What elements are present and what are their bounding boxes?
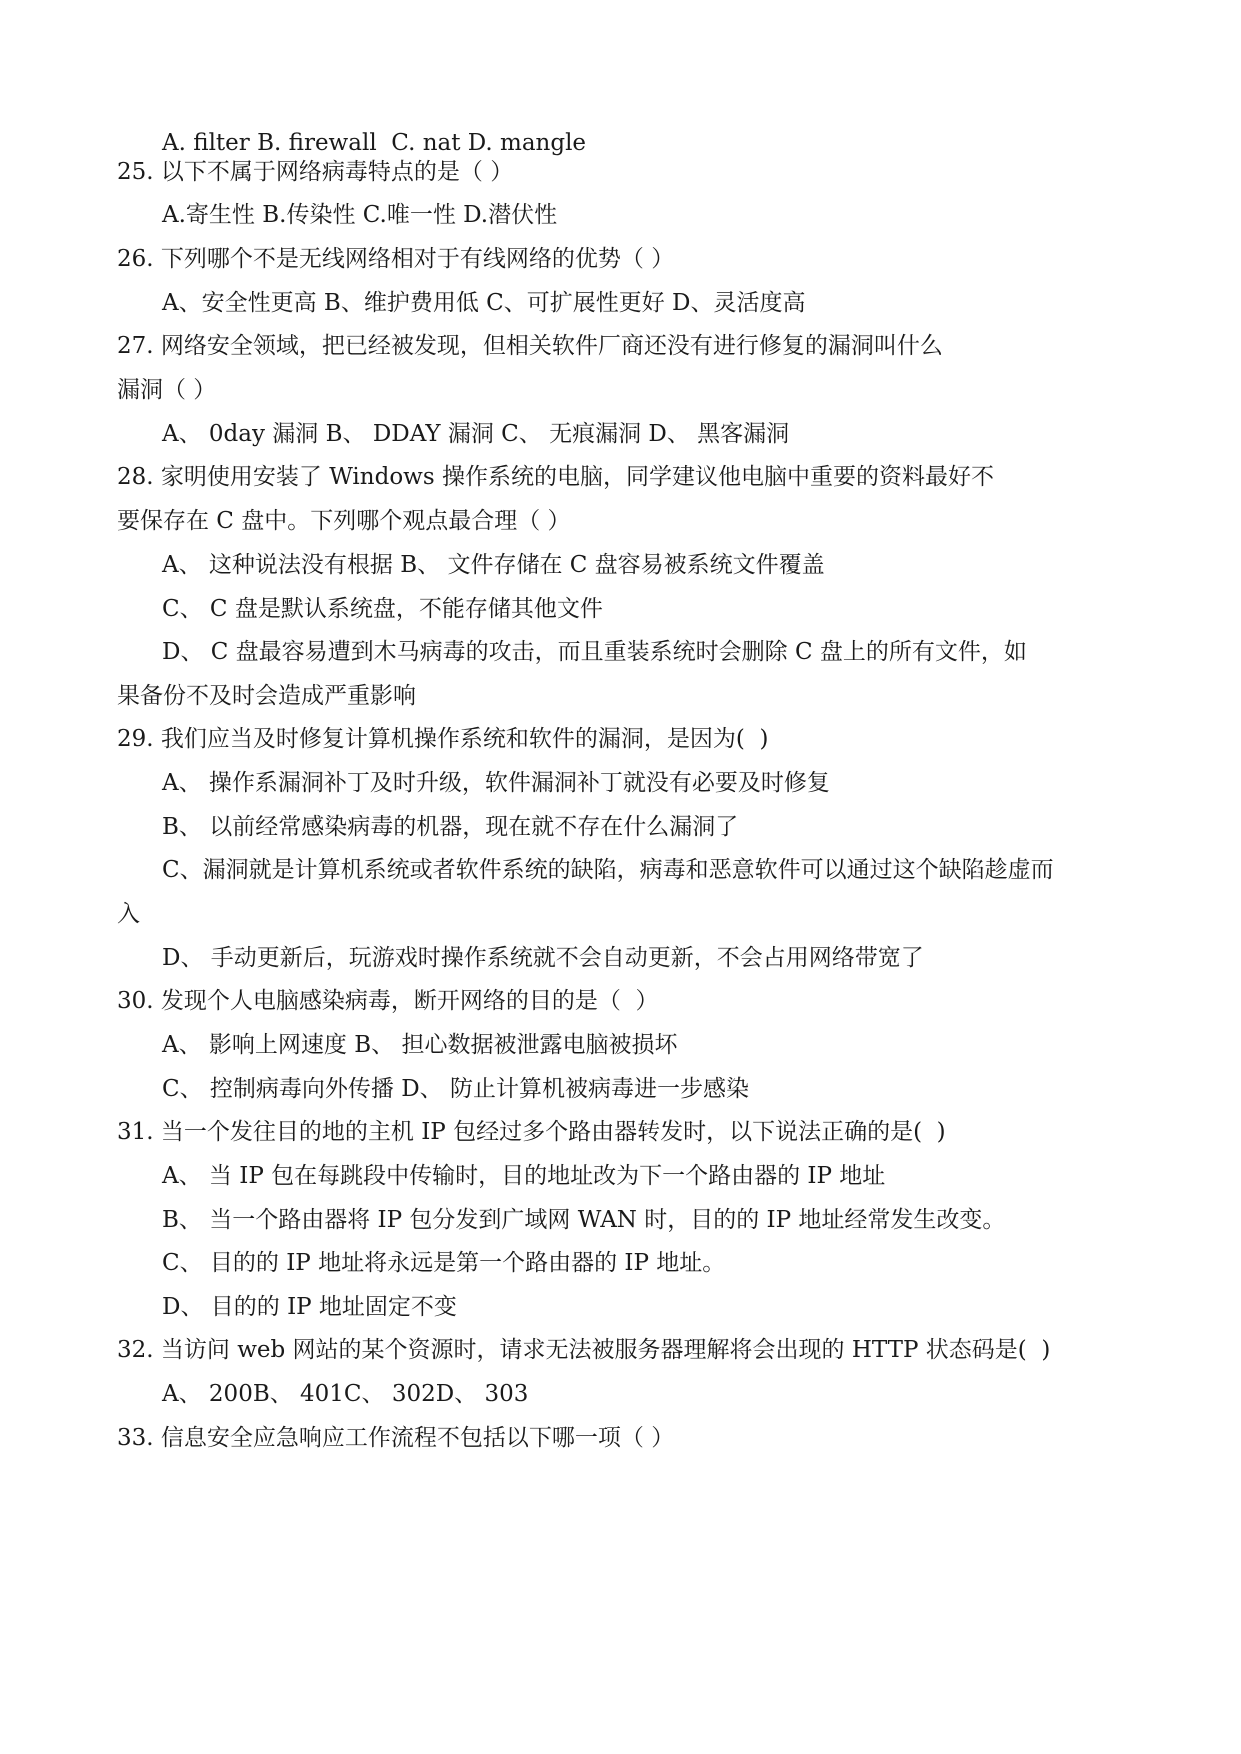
option-29-c-cont: 入 <box>117 901 140 927</box>
option-28-c: C、 C 盘是默认系统盘，不能存储其他文件 <box>162 596 603 622</box>
option-30-cd: C、 控制病毒向外传播 D、 防止计算机被病毒进一步感染 <box>162 1076 749 1102</box>
option-31-b: B、 当一个路由器将 IP 包分发到广域网 WAN 时，目的的 IP 地址经常发生改变。 <box>162 1207 1006 1233</box>
option-line-24: A. filter B. firewall C. nat D. mangle <box>162 130 587 156</box>
option-line-25: A.寄生性 B.传染性 C.唯一性 D.潜伏性 <box>162 202 558 228</box>
question-28-cont: 要保存在 C 盘中。下列哪个观点最合理（ ） <box>117 508 571 534</box>
option-29-d: D、 手动更新后，玩游戏时操作系统就不会自动更新，不会占用网络带宽了 <box>162 945 924 971</box>
question-26: 26. 下列哪个不是无线网络相对于有线网络的优势（ ） <box>117 246 675 272</box>
question-33: 33. 信息安全应急响应工作流程不包括以下哪一项（ ） <box>117 1425 675 1451</box>
option-line-26: A、安全性更高 B、维护费用低 C、可扩展性更好 D、灵活度高 <box>162 290 806 316</box>
option-line-27: A、 0day 漏洞 B、 DDAY 漏洞 C、 无痕漏洞 D、 黑客漏洞 <box>162 421 790 447</box>
option-28-d-cont: 果备份不及时会造成严重影响 <box>117 683 416 709</box>
question-32: 32. 当访问 web 网站的某个资源时，请求无法被服务器理解将会出现的 HTTP 状态码是( ) <box>117 1337 1051 1363</box>
option-29-a: A、 操作系漏洞补丁及时升级，软件漏洞补丁就没有必要及时修复 <box>162 770 830 796</box>
question-25: 25. 以下不属于网络病毒特点的是（ ） <box>117 159 514 185</box>
option-28-ab: A、 这种说法没有根据 B、 文件存储在 C 盘容易被系统文件覆盖 <box>162 552 825 578</box>
question-27: 27. 网络安全领域，把已经被发现，但相关软件厂商还没有进行修复的漏洞叫什么 <box>117 333 943 359</box>
option-30-ab: A、 影响上网速度 B、 担心数据被泄露电脑被损坏 <box>162 1032 678 1058</box>
option-29-c: C、漏洞就是计算机系统或者软件系统的缺陷，病毒和恶意软件可以通过这个缺陷趁虚而 <box>162 857 1054 883</box>
option-28-d: D、 C 盘最容易遭到木马病毒的攻击，而且重装系统时会删除 C 盘上的所有文件，如 <box>162 639 1027 665</box>
option-31-a: A、 当 IP 包在每跳段中传输时，目的地址改为下一个路由器的 IP 地址 <box>162 1163 886 1189</box>
question-29: 29. 我们应当及时修复计算机操作系统和软件的漏洞，是因为( ) <box>117 726 769 752</box>
question-30: 30. 发现个人电脑感染病毒，断开网络的目的是（ ） <box>117 988 659 1014</box>
question-27-cont: 漏洞（ ） <box>117 377 217 403</box>
option-line-32: A、 200B、 401C、 302D、 303 <box>162 1381 529 1407</box>
option-31-d: D、 目的的 IP 地址固定不变 <box>162 1294 457 1320</box>
option-29-b: B、 以前经常感染病毒的机器，现在就不存在什么漏洞了 <box>162 814 739 840</box>
question-31: 31. 当一个发往目的地的主机 IP 包经过多个路由器转发时，以下说法正确的是( ) <box>117 1119 946 1145</box>
question-28: 28. 家明使用安装了 Windows 操作系统的电脑，同学建议他电脑中重要的资料最好不 <box>117 464 994 490</box>
option-31-c: C、 目的的 IP 地址将永远是第一个路由器的 IP 地址。 <box>162 1250 726 1276</box>
